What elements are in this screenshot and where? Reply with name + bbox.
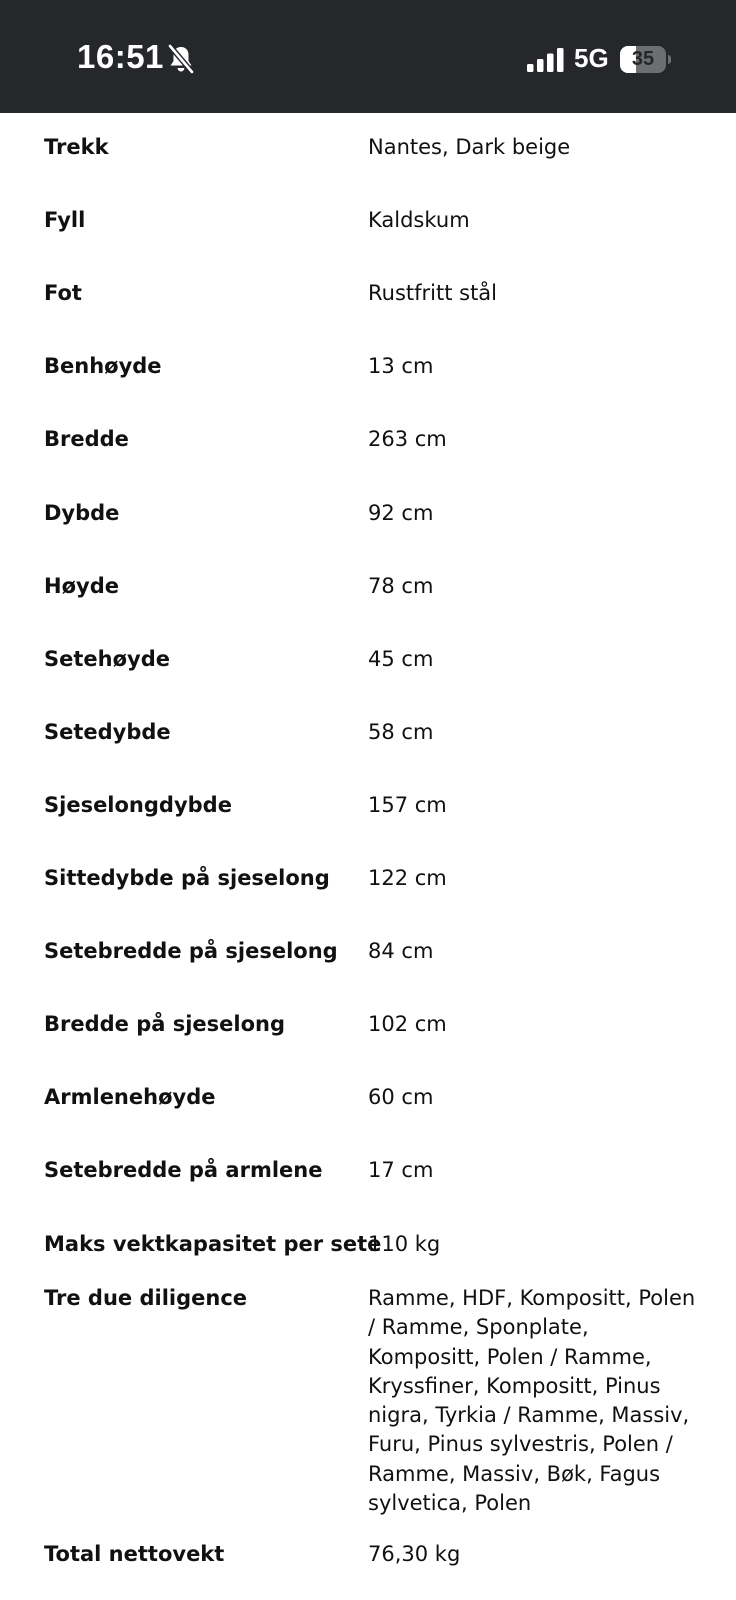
bell-slash-icon bbox=[167, 44, 195, 74]
spec-value: Nantes, Dark beige bbox=[368, 135, 571, 159]
spec-value: 263 cm bbox=[368, 427, 447, 452]
status-time: 16:51 bbox=[77, 38, 164, 75]
spec-value: Ramme, HDF, Kompositt, Polen / Ramme, Sponplate, Kompositt, Polen / Ramme, Kryssfiner, Kompositt, Pinus nigra, Tyrkia / Ramme, Massiv, Furu, Pinus sylvestris, Polen / Ramme, Massiv, Bøk, Fagus sylvetica, Polen bbox=[368, 1286, 696, 1516]
spec-value: 13 cm bbox=[368, 354, 434, 379]
spec-label: Maks vektkapasitet per sete bbox=[44, 1231, 382, 1256]
spec-label: Sittedybde på sjeselong bbox=[44, 866, 330, 890]
spec-value: 92 cm bbox=[368, 500, 434, 525]
spec-value: 122 cm bbox=[368, 866, 447, 890]
spec-value: 157 cm bbox=[368, 792, 447, 817]
battery-icon bbox=[620, 46, 672, 73]
spec-value: 76,30 kg bbox=[368, 1542, 461, 1566]
status-bar bbox=[0, 0, 736, 113]
spec-label: Setebredde på sjeselong bbox=[44, 939, 338, 964]
spec-label: Setebredde på armlene bbox=[44, 1158, 323, 1183]
spec-label: Benhøyde bbox=[44, 354, 162, 379]
spec-value: 60 cm bbox=[368, 1085, 434, 1110]
spec-label: Fot bbox=[44, 281, 82, 306]
spec-label: Setedybde bbox=[44, 719, 171, 744]
spec-value: 45 cm bbox=[368, 646, 434, 671]
spec-label: Trekk bbox=[44, 135, 109, 159]
spec-label: Armlenehøyde bbox=[44, 1085, 216, 1110]
battery-level: 35 bbox=[631, 48, 655, 70]
spec-value: 102 cm bbox=[368, 1012, 447, 1037]
spec-value: 78 cm bbox=[368, 573, 434, 598]
spec-label: Dybde bbox=[44, 500, 120, 525]
spec-value: 58 cm bbox=[368, 719, 434, 744]
spec-value: 17 cm bbox=[368, 1158, 434, 1183]
spec-label: Bredde bbox=[44, 427, 129, 452]
spec-label: Fyll bbox=[44, 208, 86, 233]
spec-label: Tre due diligence bbox=[44, 1286, 248, 1310]
spec-label: Høyde bbox=[44, 573, 119, 598]
spec-value: Rustfritt stål bbox=[368, 281, 498, 306]
spec-value: 110 kg bbox=[368, 1231, 441, 1256]
spec-label: Sjeselongdybde bbox=[44, 792, 232, 817]
spec-label: Setehøyde bbox=[44, 646, 170, 671]
spec-label: Bredde på sjeselong bbox=[44, 1012, 286, 1037]
spec-label: Total nettovekt bbox=[44, 1542, 225, 1566]
spec-value: Kaldskum bbox=[368, 208, 470, 233]
cellular-signal-icon bbox=[527, 48, 565, 72]
network-type: 5G bbox=[574, 43, 609, 73]
spec-value: 84 cm bbox=[368, 939, 434, 964]
